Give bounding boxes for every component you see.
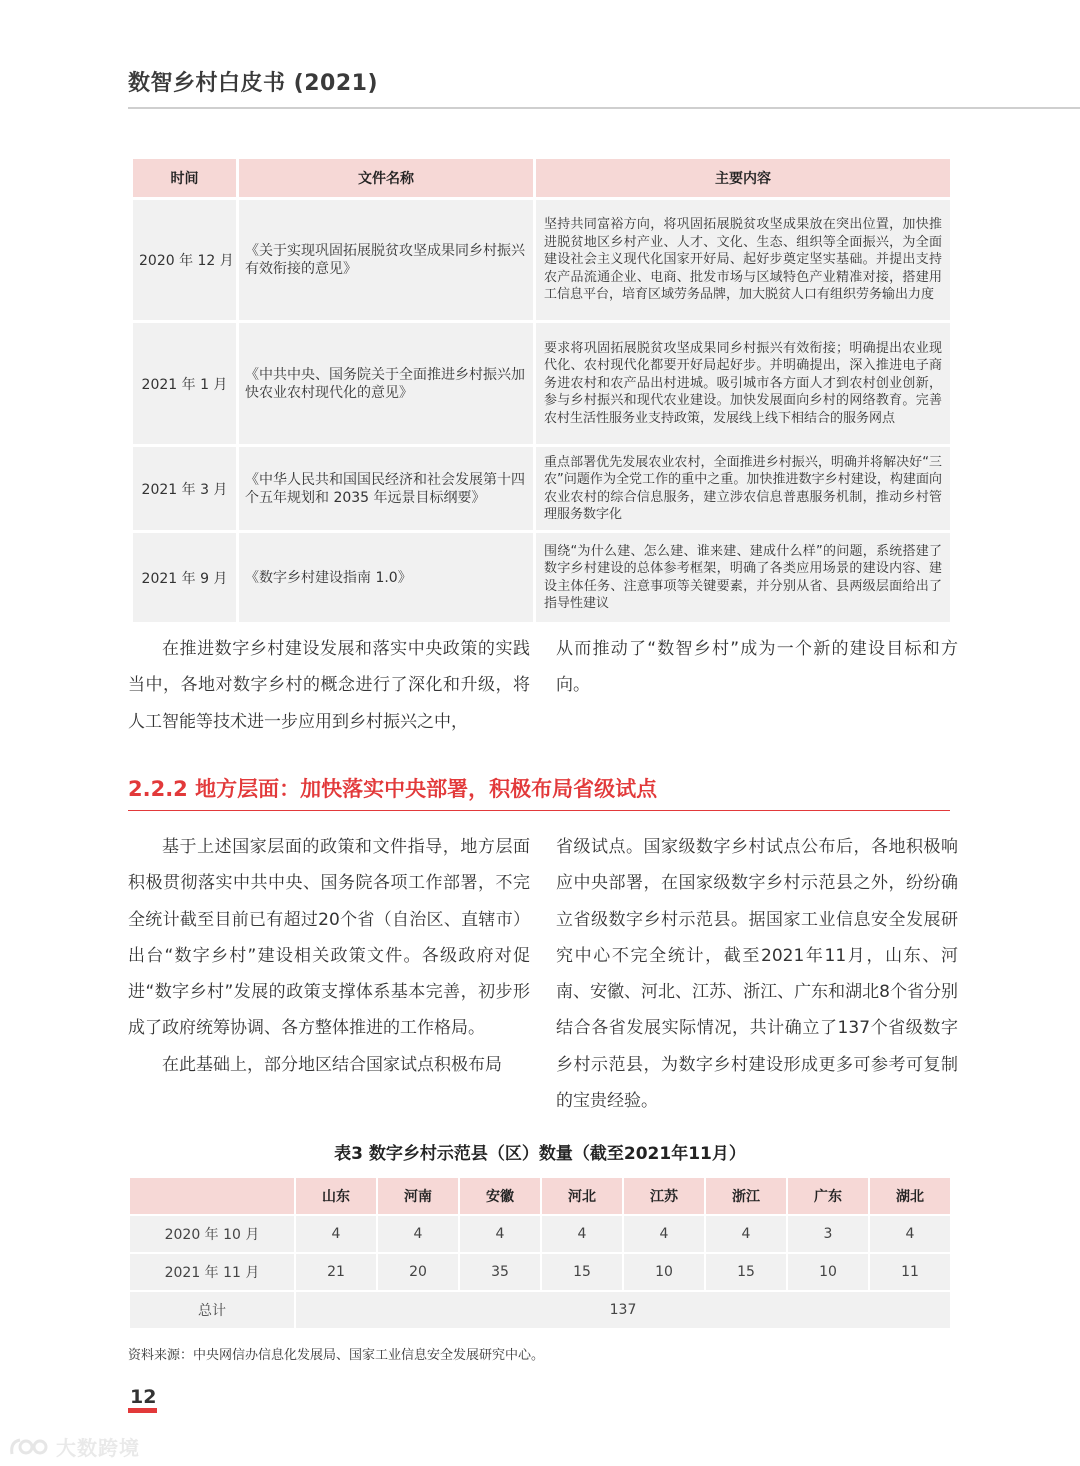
body-text-left-1: 基于上述国家层面的政策和文件指导，地方层面积极贯彻落实中共中央、国务院各项工作部署，不完全统计截至目前已有超过20个省（自治区、直辖市）出台“数字乡村”建设相关政策文件。各级政府对促进“数字乡村”发展的政策支撑体系基本完善，初步形成了政府统筹协调、各方整体推进的工作格局。 [128, 837, 530, 1039]
count-cell: 15 [705, 1253, 787, 1291]
policy-table-header-row [132, 158, 952, 199]
policy-time-cell: 2021 年 3 月 [132, 446, 238, 532]
policy-time-cell: 2021 年 9 月 [132, 532, 238, 624]
body-text-right: 省级试点。国家级数字乡村试点公布后，各地积极响应中央部署，在国家级数字乡村示范县之外，纷纷确立省级数字乡村示范县。据国家工业信息安全发展研究中心不完全统计，截至2021年11月，山东、河南、安徽、河北、江苏、浙江、广东和湖北8个省分别结合各省发展实际情况，共计确立了137个省级数字乡村示范县，为数字乡村建设形成更多可参考可复制的宝贵经验。 [556, 837, 958, 1112]
policy-content-cell: 重点部署优先发展农业农村，全面推进乡村振兴，明确并将解决好“三农”问题作为全党工作的重中之重。加快推进数字乡村建设，构建面向农业农村的综合信息服务，建立涉农信息普惠服务机制，推动乡村管理服务数字化 [535, 446, 952, 532]
count-cell: 3 [787, 1215, 869, 1253]
province-header: 安徽 [459, 1177, 541, 1215]
count-cell: 4 [705, 1215, 787, 1253]
province-header: 山东 [295, 1177, 377, 1215]
count-cell: 4 [295, 1215, 377, 1253]
policy-doc-cell: 《中华人民共和国国民经济和社会发展第十四个五年规划和 2035 年远景目标纲要》 [238, 446, 535, 532]
total-label-cell: 总计 [129, 1291, 295, 1329]
demo-county-table [128, 1176, 952, 1330]
row-label-cell: 2021 年 11 月 [129, 1253, 295, 1291]
watermark-text: 大数跨境 [56, 1436, 140, 1460]
table-row [129, 1253, 951, 1291]
page-header-title: 数智乡村白皮书 (2021) [128, 71, 378, 96]
count-cell: 35 [459, 1253, 541, 1291]
table3-header-row [129, 1177, 951, 1215]
count-cell: 10 [787, 1253, 869, 1291]
section-divider [128, 810, 950, 811]
policy-header-time: 时间 [132, 158, 238, 199]
watermark [8, 1432, 140, 1461]
table-row [132, 199, 952, 322]
page-number: 12 [130, 1386, 157, 1408]
count-cell: 10 [623, 1253, 705, 1291]
policy-content-cell: 要求将巩固拓展脱贫攻坚成果同乡村振兴有效衔接；明确提出农业现代化、农村现代化都要开好局起好步。并明确提出，深入推进电子商务进农村和农产品出村进城。吸引城市各方面人才到农村创业创新，参与乡村振兴和现代农业建设。加快发展面向乡村的网络教育。完善农村生活性服务业支持政策，发展线上线下相结合的服务网点 [535, 322, 952, 446]
policy-content-cell: 坚持共同富裕方向，将巩固拓展脱贫攻坚成果放在突出位置，加快推进脱贫地区乡村产业、人才、文化、生态、组织等全面振兴，为全面建设社会主义现代化国家开好局、起好步奠定坚实基础。并提出支持农产品流通企业、电商、批发市场与区域特色产业精准对接，搭建用工信息平台，培育区域劳务品牌，加大脱贫人口有组织劳务输出力度 [535, 199, 952, 322]
table3-corner-cell [129, 1177, 295, 1215]
province-header: 湖北 [869, 1177, 951, 1215]
count-cell: 21 [295, 1253, 377, 1291]
count-cell: 20 [377, 1253, 459, 1291]
intro-text-left: 在推进数字乡村建设发展和落实中央政策的实践当中，各地对数字乡村的概念进行了深化和升级，将人工智能等技术进一步应用到乡村振兴之中， [128, 639, 530, 732]
count-cell: 4 [377, 1215, 459, 1253]
section-heading: 2.2.2 地方层面：加快落实中央部署，积极布局省级试点 [128, 777, 658, 801]
table-row [129, 1215, 951, 1253]
table-row-total [129, 1291, 951, 1329]
row-label-cell: 2020 年 10 月 [129, 1215, 295, 1253]
count-cell: 4 [869, 1215, 951, 1253]
intro-text-right: 从而推动了“数智乡村”成为一个新的建设目标和方向。 [556, 639, 958, 696]
watermark-logo-icon [8, 1436, 52, 1458]
table-row [132, 532, 952, 624]
table3-caption: 表3 数字乡村示范县（区）数量（截至2021年11月） [334, 1144, 746, 1164]
policy-time-cell: 2020 年 12 月 [132, 199, 238, 322]
policy-header-doc: 文件名称 [238, 158, 535, 199]
policy-table [130, 156, 953, 625]
page-number-underline [128, 1408, 157, 1413]
policy-content-cell: 围绕“为什么建、怎么建、谁来建、建成什么样”的问题，系统搭建了数字乡村建设的总体参考框架，明确了各类应用场景的建设内容、建设主体任务、注意事项等关键要素，并分别从省、县两级层面给出了指导性建议 [535, 532, 952, 624]
count-cell: 11 [869, 1253, 951, 1291]
header-divider [128, 107, 1080, 109]
policy-doc-cell: 《数字乡村建设指南 1.0》 [238, 532, 535, 624]
table-row [132, 322, 952, 446]
count-cell: 15 [541, 1253, 623, 1291]
policy-time-cell: 2021 年 1 月 [132, 322, 238, 446]
province-header: 浙江 [705, 1177, 787, 1215]
province-header: 江苏 [623, 1177, 705, 1215]
count-cell: 4 [459, 1215, 541, 1253]
province-header: 广东 [787, 1177, 869, 1215]
policy-doc-cell: 《关于实现巩固拓展脱贫攻坚成果同乡村振兴有效衔接的意见》 [238, 199, 535, 322]
province-header: 河北 [541, 1177, 623, 1215]
total-value-cell: 137 [295, 1291, 951, 1329]
policy-doc-cell: 《中共中央、国务院关于全面推进乡村振兴加快农业农村现代化的意见》 [238, 322, 535, 446]
table-row [132, 446, 952, 532]
policy-header-content: 主要内容 [535, 158, 952, 199]
source-note: 资料来源：中央网信办信息化发展局、国家工业信息安全发展研究中心。 [128, 1348, 545, 1363]
body-text-left-2: 在此基础上，部分地区结合国家试点积极布局 [162, 1054, 502, 1075]
count-cell: 4 [623, 1215, 705, 1253]
count-cell: 4 [541, 1215, 623, 1253]
province-header: 河南 [377, 1177, 459, 1215]
